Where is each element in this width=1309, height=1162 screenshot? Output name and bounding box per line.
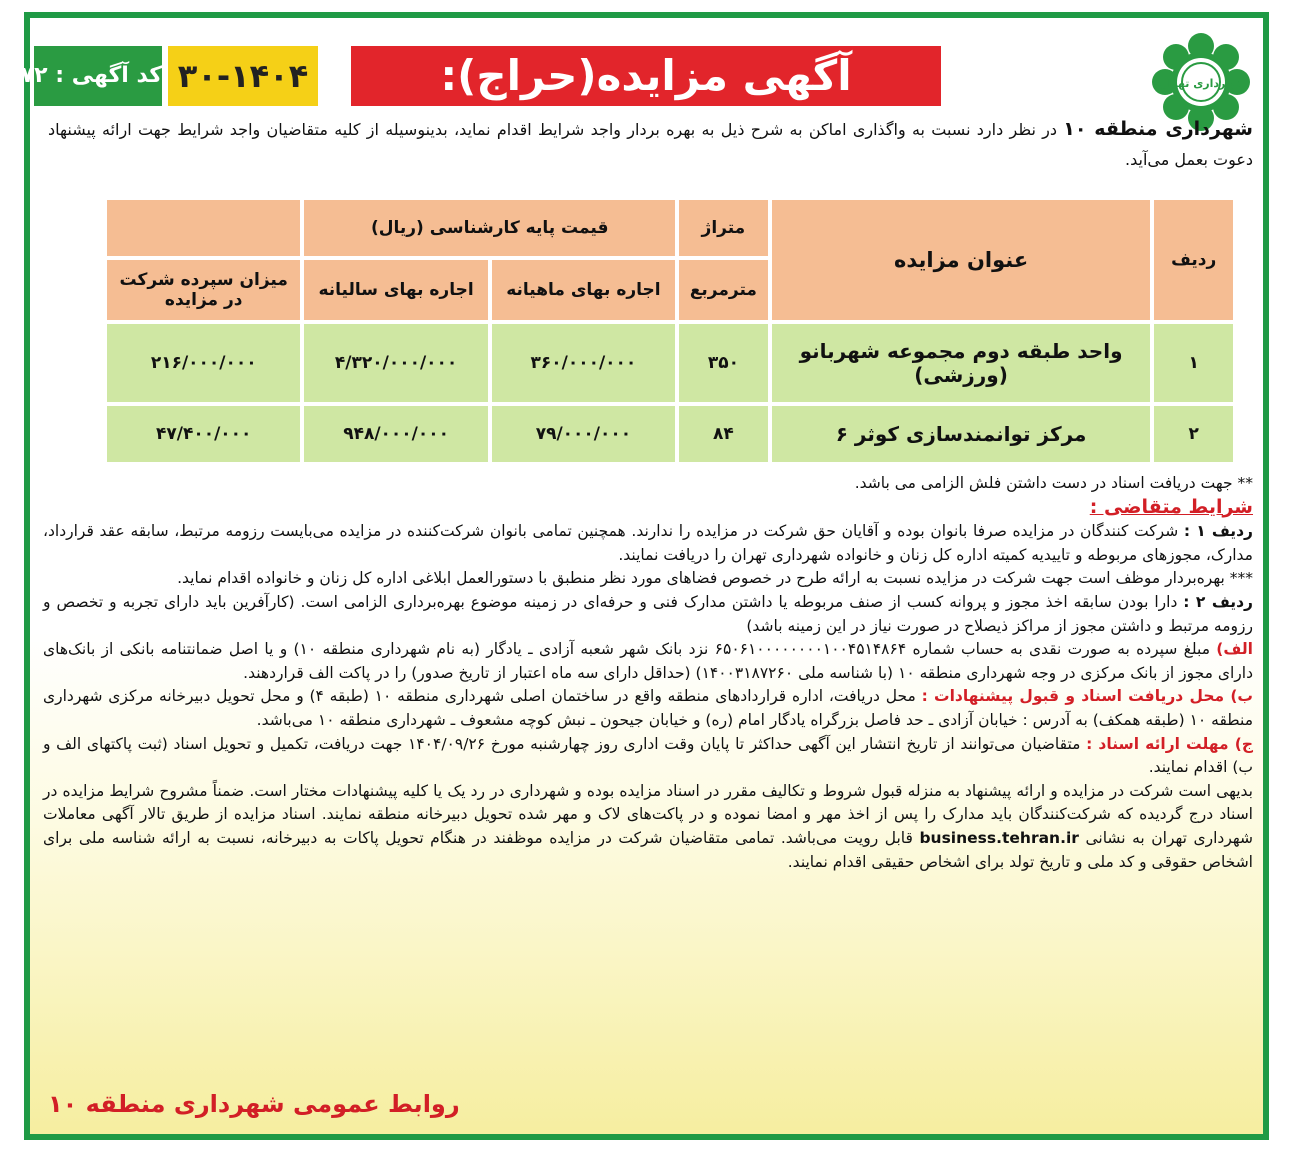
cell-area: ۸۴ [679,406,768,462]
cell-title: مرکز توانمندسازی کوثر ۶ [772,406,1151,462]
be-paragraph [43,685,1253,732]
cell-monthly: ۳۶۰/۰۰۰/۰۰۰ [492,324,675,402]
row2-paragraph [43,591,1253,638]
final-text-1: بدیهی است شرکت در مزایده و ارائه پیشنهاد به منزله قبول شروط و تکالیف مقرر در اسناد مزایده بوده و شهرداری در رد یک یا کلیه پیشنهادات مختار است. ضمناً مشروح شرایط مزایده در اسناد درج گردیده که شرکت‌کنندگان باید مدارک را پس از اخذ مهر و امضا نموده و در پاکت‌های لاک و مهر شده تحویل دبیرخانه منطقه نمایند. اسناد مزایده از طریق تالار آگهی معاملات شهرداری تهران به نشانی [43,781,1254,847]
website-link[interactable]: business.tehran.ir [919,828,1079,847]
header-deposit: میزان سپرده شرکت در مزایده [107,260,300,320]
cell-deposit: ۴۷/۴۰۰/۰۰۰ [107,406,300,462]
cell-no: ۱ [1154,324,1233,402]
header-monthly: اجاره بهای ماهیانه [492,260,675,320]
cell-no: ۲ [1154,406,1233,462]
table-row [107,324,1233,402]
jim-paragraph [43,733,1253,780]
alef-label: الف) [1216,640,1253,659]
header-empty [107,200,300,256]
footer-signature: روابط عمومی شهرداری منطقه ۱۰ [48,1090,460,1118]
cell-yearly: ۴/۳۲۰/۰۰۰/۰۰۰ [304,324,487,402]
cell-deposit: ۲۱۶/۰۰۰/۰۰۰ [107,324,300,402]
cell-area: ۳۵۰ [679,324,768,402]
be-label: ب) محل دریافت اسناد و قبول پیشنهادات : [921,687,1254,706]
flash-note: ** جهت دریافت اسناد در دست داشتن فلش الزامی می باشد. [854,474,1253,492]
be-text: محل دریافت، اداره قراردادهای منطقه واقع در ساختمان اصلی شهرداری منطقه ۱۰ (طبقه ۴) و محل تحویل دبیرخانه مرکزی شهرداری منطقه ۱۰ (طبقه همکف) به آدرس : خیابان آزادی ـ حد فاصل بزرگراه یادگار امام (ره) و خیابان جیحون ـ نبش کوچه مشعوف ـ شهرداری منطقه ۱۰ می‌باشد. [43,687,1253,729]
intro-org: شهرداری منطقه ۱۰ [1063,118,1253,140]
jim-text: متقاضیان می‌توانند از تاریخ انتشار این آگهی حداکثر تا پایان وقت اداری روز چهارشنبه مورخ ۱۴۰۴/۰۹/۲۶ جهت دریافت، تکمیل و تحویل اسناد (ثبت پاکتهای الف و ب) اقدام نمایند. [43,734,1253,777]
auction-table [103,196,1237,466]
header-area-unit: مترمربع [679,260,768,320]
ad-code: کد آگهی : ۱۷۲ [34,46,162,106]
cell-yearly: ۹۴۸/۰۰۰/۰۰۰ [304,406,487,462]
cell-title: واحد طبقه دوم مجموعه شهربانو (ورزشی) [772,324,1151,402]
row2-text: دارا بودن سابقه اخذ مجوز و پروانه کسب از صنف مربوطه یا داشتن مدارک فنی و حرفه‌ای در زمینه موضوع بهره‌برداری الزامی است. (کارآفرین باید دارای تجربه و تخصص و رزومه مرتبط و داشتن مجوز از مراکز ذیصلاح در صورت نیاز در این زمینه باشد) [43,592,1253,635]
ad-content [7,18,1263,1134]
header-area: متراژ [679,200,768,256]
header-price-group: قیمت پایه کارشناسی (ریال) [304,200,675,256]
ad-title: آگهی مزایده(حراج): [351,46,941,106]
ad-frame [7,12,1269,1140]
jim-label: ج) مهلت ارائه اسناد : [1086,734,1253,753]
final-paragraph [43,780,1253,874]
header-row-no: ردیف [1154,200,1233,320]
logo-text: شهرداری تهران [1158,77,1244,90]
row1-text: شرکت کنندگان در مزایده صرفا بانوان بوده و آقایان حق شرکت در مزایده را ندارند. همچنین تمامی بانوان شرکت‌کننده در مزایده می‌بایست رزومه مرتبط، سابقه عقد قرارداد، مدارک، مجوزهای مربوطه و تاییدیه کمیته اداره کل زنان و خانواده شهرداری تهران را دریافت نمایند. [43,522,1253,564]
table-row [107,406,1233,462]
row1-paragraph [43,520,1253,567]
header-yearly: اجاره بهای سالیانه [304,260,487,320]
row2-label: ردیف ۲ : [1183,592,1253,611]
conditions-body [43,472,1253,874]
alef-text: مبلغ سپرده به صورت نقدی به حساب شماره ۶۵۰۶۱۰۰۰۰۰۰۰۰۱۰۰۴۵۱۴۸۶۴ نزد بانک شهر شعبه آزادی ـ یادگار (به نام شهرداری منطقه ۱۰) و یا اصل ضمانتنامه بانکی از بانک‌های دارای مجوز از بانک مرکزی در وجه شهرداری منطقه ۱۰ (با شناسه ملی ۱۴۰۰۳۱۸۷۲۶۰) (حداقل دارای سه ماه اعتبار از تاریخ صدور) را در پاکت الف قراردهند. [43,640,1253,682]
note3-paragraph: *** بهره‌بردار موظف است جهت شرکت در مزایده نسبت به ارائه طرح در خصوص فضاهای مورد نظر منطبق با دستورالعمل ابلاغی اداره کل زنان و خانواده اقدام نماید. [177,569,1253,588]
conditions-title: شرایط متقاضی : [1089,495,1253,518]
header-title: عنوان مزایده [772,200,1151,320]
intro-paragraph [48,114,1253,175]
ad-date: ۳۰-۱۴۰۴ [168,46,318,106]
row1-label: ردیف ۱ : [1183,522,1253,541]
final-text-2: قابل رویت می‌باشد. تمامی متقاضیان شرکت در مزایده موظفند در هنگام تحویل پاکات به دبیرخانه، نسبت به ارائه شناسه ملی برای اشخاص حقوقی و کد ملی و تاریخ تولد برای اشخاص حقیقی اقدام نمایند. [43,828,1253,871]
alef-paragraph [43,638,1253,685]
cell-monthly: ۷۹/۰۰۰/۰۰۰ [492,406,675,462]
intro-text: در نظر دارد نسبت به واگذاری اماکن به شرح ذیل به بهره بردار واجد شرایط اقدام نماید، بدینوسیله از کلیه متقاضیان واجد شرایط جهت ارائه پیشنهاد دعوت بعمل می‌آید. [48,120,1253,169]
